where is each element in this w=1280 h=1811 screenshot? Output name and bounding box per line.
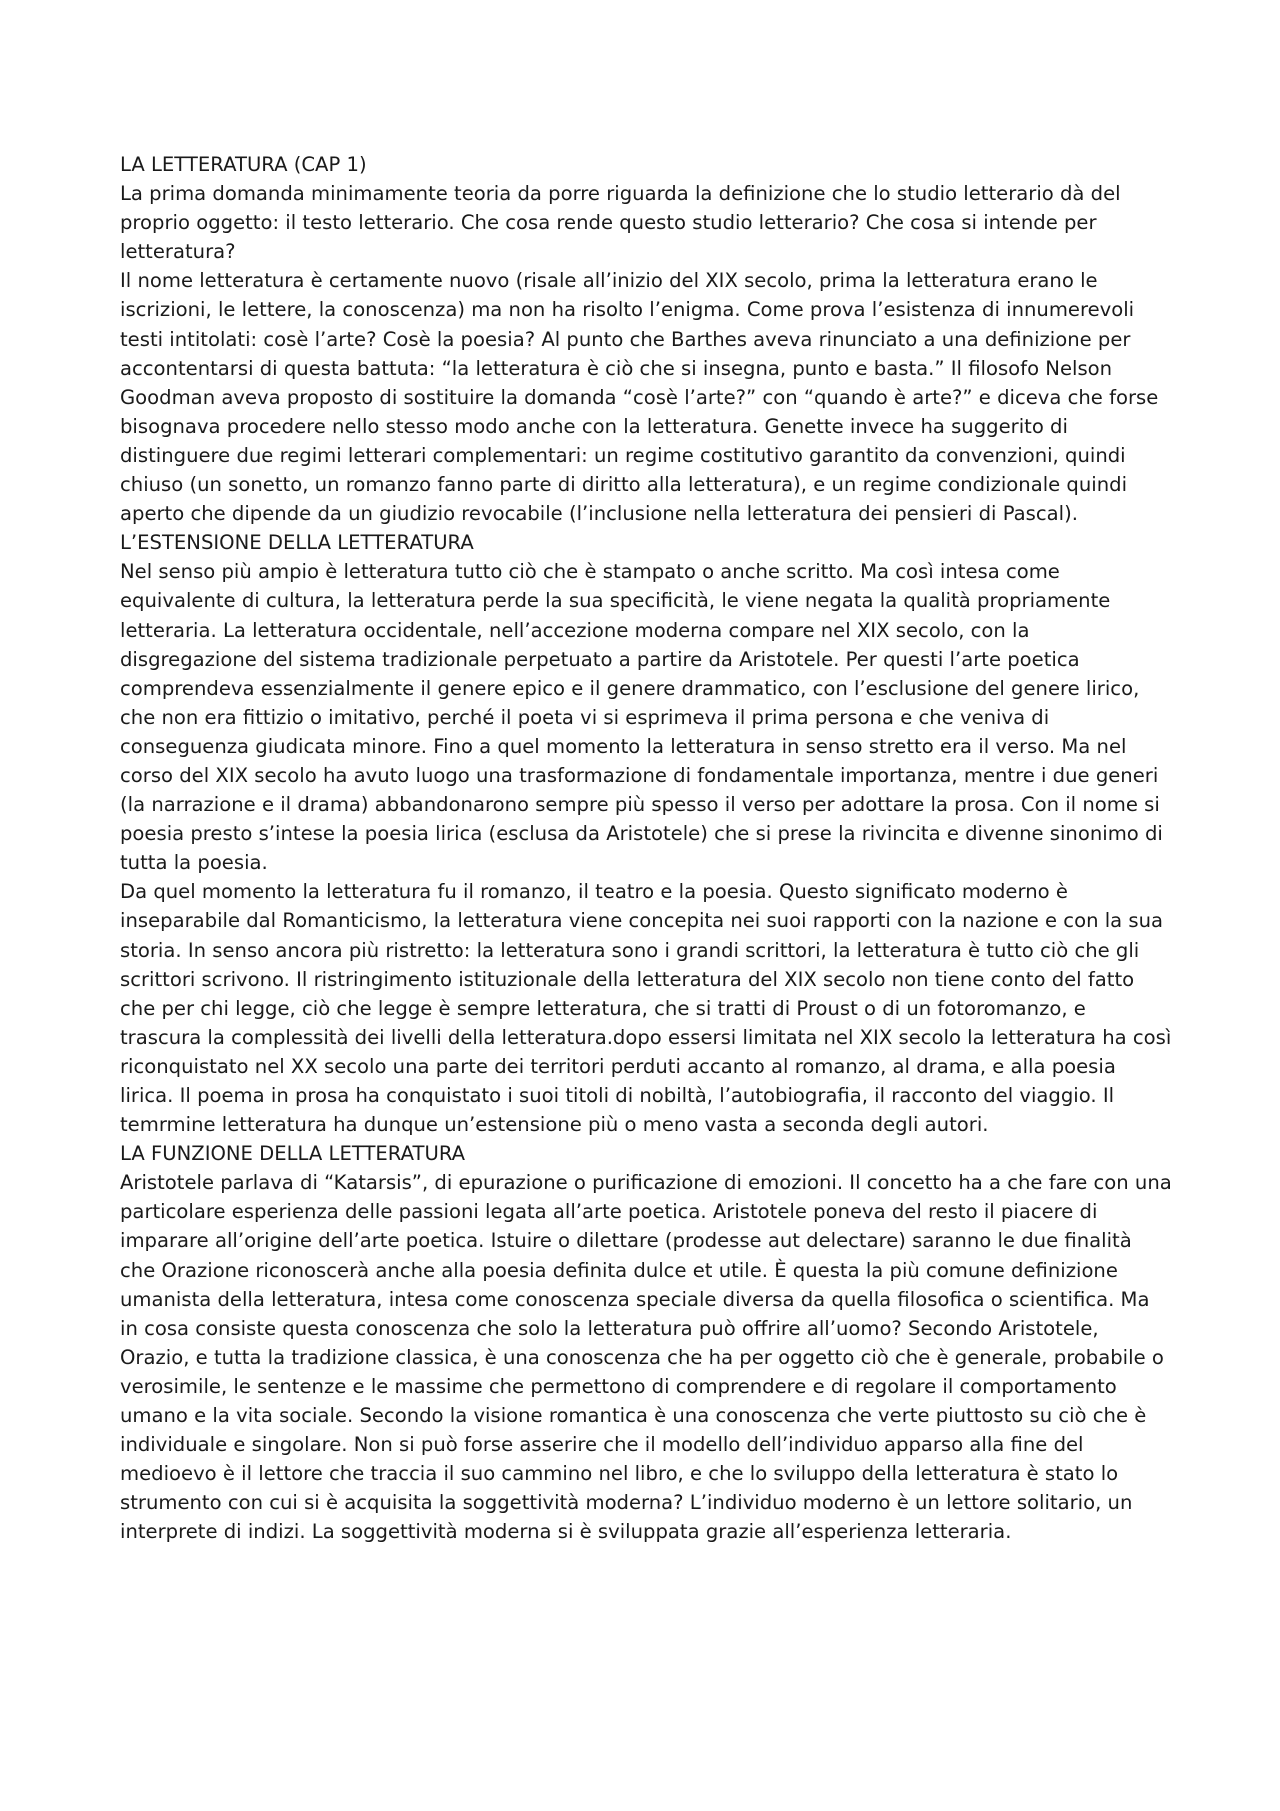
- estensione-paragraph-2: Da quel momento la letteratura fu il romanzo, il teatro e la poesia. Questo significato moderno è inseparabile dal Romanticismo, la letteratura viene concepita nei suoi rapporti con la nazione e con la sua storia. In senso ancora più ristretto: la letteratura sono i grandi scrittori, la letteratura è tutto ciò che gli scrittori scrivono. Il ristringimento istituzionale della letteratura del XIX secolo non tiene conto del fatto che per chi legge, ciò che legge è sempre letteratura, che si tratti di Proust o di un fotoromanzo, e trascura la complessità dei livelli della letteratura.dopo essersi limitata nel XIX secolo la letteratura ha così riconquistato nel XX secolo una parte dei territori perduti accanto al romanzo, al drama, e alla poesia lirica. Il poema in prosa ha conquistato i suoi titoli di nobiltà, l’autobiografia, il racconto del viaggio. Il temrmine letteratura ha dunque un’estensione più o meno vasta a seconda degli autori.: [120, 880, 1172, 1137]
- intro-paragraph-2: Il nome letteratura è certamente nuovo (risale all’inizio del XIX secolo, prima la letteratura erano le iscrizioni, le lettere, la conoscenza) ma non ha risolto l’enigma. Come prova l’esistenza di innumerevoli testi intitolati: cosè l’arte? Cosè la poesia? Al punto che Barthes aveva rinunciato a una definizione per accontentarsi di questa battuta: “la letteratura è ciò che si insegna, punto e basta.” Il filosofo Nelson Goodman aveva proposto di sostituire la domanda “cosè l’arte?” con “quando è arte?” e diceva che forse bisognava procedere nello stesso modo anche con la letteratura. Genette invece ha suggerito di distinguere due regimi letterari complementari: un regime costitutivo garantito da convenzioni, quindi chiuso (un sonetto, un romanzo fanno parte di diritto alla letteratura), e un regime condizionale quindi aperto che dipende da un giudizio revocabile (l’inclusione nella letteratura dei pensieri di Pascal).: [120, 269, 1159, 526]
- section-heading-funzione: LA FUNZIONE DELLA LETTERATURA: [120, 1142, 466, 1166]
- estensione-paragraph-1: Nel senso più ampio è letteratura tutto ciò che è stampato o anche scritto. Ma così intesa come equivalente di cultura, la letteratura perde la sua specificità, le viene negata la qualità propriamente letteraria. La letteratura occidentale, nell’accezione moderna compare nel XIX secolo, con la disgregazione del sistema tradizionale perpetuato a partire da Aristotele. Per questi l’arte poetica comprendeva essenzialmente il genere epico e il genere drammatico, con l’esclusione del genere lirico, che non era fittizio o imitativo, perché il poeta vi si esprimeva il prima persona e che veniva di conseguenza giudicata minore. Fino a quel momento la letteratura in senso stretto era il verso. Ma nel corso del XIX secolo ha avuto luogo una trasformazione di fondamentale importanza, mentre i due generi (la narrazione e il drama) abbandonarono sempre più spesso il verso per adottare la prosa. Con il nome si poesia presto s’intese la poesia lirica (esclusa da Aristotele) che si prese la rivincita e divenne sinonimo di tutta la poesia.: [120, 560, 1163, 875]
- document-page: [120, 150, 1172, 1547]
- document-title: LA LETTERATURA (CAP 1): [120, 153, 367, 176]
- intro-paragraph-1: La prima domanda minimamente teoria da porre riguarda la definizione che lo studio letterario dà del proprio oggetto: il testo letterario. Che cosa rende questo studio letterario? Che cosa si intende per letteratura?: [120, 182, 1121, 264]
- funzione-paragraph-1: Aristotele parlava di “Katarsis”, di epurazione o purificazione di emozioni. Il concetto ha a che fare con una particolare esperienza delle passioni legata all’arte poetica. Aristotele poneva del resto il piacere di imparare all’origine dell’arte poetica. Istuire o dilettare (prodesse aut delectare) saranno le due finalità che Orazione riconoscerà anche alla poesia definita dulce et utile. È questa la più comune definizione umanista della letteratura, intesa come conoscenza speciale diversa da quella filosofica o scientifica. Ma in cosa consiste questa conoscenza che solo la letteratura può offrire all’uomo? Secondo Aristotele, Orazio, e tutta la tradizione classica, è una conoscenza che ha per oggetto ciò che è generale, probabile o verosimile, le sentenze e le massime che permettono di comprendere e di regolare il comportamento umano e la vita sociale. Secondo la visione romantica è una conoscenza che verte piuttosto su ciò che è individuale e singolare. Non si può forse asserire che il modello dell’individuo apparso alla fine del medioevo è il lettore che traccia il suo cammino nel libro, e che lo sviluppo della letteratura è stato lo strumento con cui si è acquisita la soggettività moderna? L’individuo moderno è un lettore solitario, un interprete di indizi. La soggettività moderna si è sviluppata grazie all’esperienza letteraria.: [120, 1171, 1172, 1544]
- section-heading-estensione: L’ESTENSIONE DELLA LETTERATURA: [120, 531, 474, 555]
